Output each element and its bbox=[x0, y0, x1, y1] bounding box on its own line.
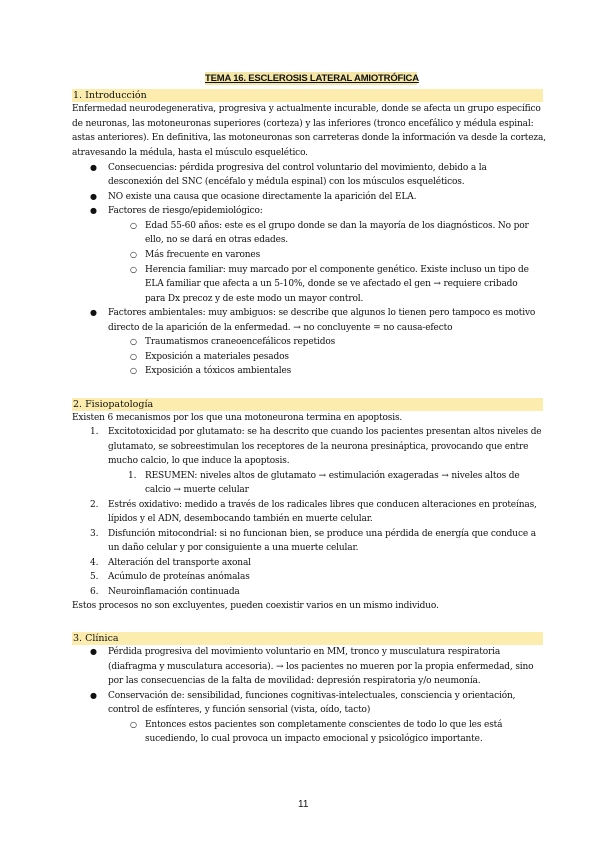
sub-list-text: calcio → muerte celular bbox=[145, 485, 249, 495]
list-item-text: Alteración del transporte axonal bbox=[108, 558, 251, 568]
list-item-text: Estrés oxidativo: medido a través de los radicales libres que conducen alteraciones en proteínas, bbox=[108, 500, 537, 510]
sub-bullet-icon: ○ bbox=[130, 221, 137, 230]
sub-bullet-text: ello, no se dará en otras edades. bbox=[145, 235, 288, 245]
sub-bullet-text: para Dx precoz y de este modo un mayor control. bbox=[145, 294, 364, 304]
bullet-text: Consecuencias: pérdida progresiva del control voluntario del movimiento, debido a la bbox=[108, 163, 487, 173]
sub-bullet-text: sucediendo, lo cual provoca un impacto emocional y psicológico importante. bbox=[145, 734, 483, 744]
bullet-text: desconexión del SNC (encéfalo y médula espinal) con los músculos esqueléticos. bbox=[108, 177, 465, 187]
bullet-text: Factores de riesgo/epidemiológico: bbox=[108, 206, 263, 216]
section-intro: Existen 6 mecanismos por los que una motoneurona termina en apoptosis. bbox=[72, 413, 403, 423]
sub-bullet-text: Edad 55-60 años: este es el grupo donde se dan la mayoría de los diagnósticos. No por bbox=[145, 221, 529, 231]
bullet-text: Conservación de: sensibilidad, funciones cognitivas-intelectuales, consciencia y orientación, bbox=[108, 691, 516, 701]
list-number: 6. bbox=[90, 587, 99, 597]
sub-bullet-text: Traumatismos craneoencefálicos repetidos bbox=[145, 337, 336, 347]
page-number: 11 bbox=[298, 799, 309, 810]
bullet-text: Pérdida progresiva del movimiento voluntario en MM, tronco y musculatura respiratoria bbox=[108, 647, 501, 657]
bullet-text: NO existe una causa que ocasione directamente la aparición del ELA. bbox=[108, 192, 417, 202]
intro-line: astas anteriores). En definitiva, las motoneuronas son carreteras donde la información va desde la corteza, bbox=[72, 133, 546, 143]
list-number: 1. bbox=[90, 427, 99, 437]
sub-list-text: RESUMEN: niveles altos de glutamato → estimulación exageradas → niveles altos de bbox=[145, 471, 520, 481]
sub-bullet-icon: ○ bbox=[130, 352, 137, 361]
sub-bullet-text: Herencia familiar: muy marcado por el componente genético. Existe incluso un tipo de bbox=[145, 265, 529, 275]
bullet-icon: ● bbox=[90, 647, 97, 656]
sub-bullet-icon: ○ bbox=[130, 250, 137, 259]
bullet-icon: ● bbox=[90, 163, 97, 172]
list-item-text: glutamato, se sobreestimulan los receptores de la neurona presináptica, provocando que entre bbox=[108, 442, 529, 452]
list-item-text: Acúmulo de proteínas anómalas bbox=[108, 572, 250, 582]
section-heading-introduccion: 1. Introducción bbox=[72, 89, 543, 102]
bullet-text: por las consecuencias de la falta de movilidad: depresión respiratoria y/o neumonía. bbox=[108, 676, 481, 686]
sub-bullet-text: ELA familiar que afecta a un 5-10%, donde se ve afectado el gen → requiere cribado bbox=[145, 279, 518, 289]
intro-line: Enfermedad neurodegenerativa, progresiva y actualmente incurable, donde se afecta un grupo específico bbox=[72, 104, 541, 114]
section-heading-clinica: 3. Clínica bbox=[72, 632, 543, 645]
list-number: 4. bbox=[90, 558, 99, 568]
sub-bullet-text: Más frecuente en varones bbox=[145, 250, 261, 260]
bullet-text: (diafragma y musculatura accesoria). → los pacientes no mueren por la propia enfermedad, sino bbox=[108, 662, 534, 672]
list-item-text: lípidos y el ADN, desembocando también en muerte celular. bbox=[108, 514, 373, 524]
sub-bullet-text: Exposición a tóxicos ambientales bbox=[145, 366, 292, 376]
intro-line: atravesando la médula, hasta el músculo esquelético. bbox=[72, 148, 308, 158]
bullet-icon: ● bbox=[90, 308, 97, 317]
list-item-text: Disfunción mitocondrial: si no funcionan bien, se produce una pérdida de energía que conduce a bbox=[108, 529, 536, 539]
section-outro: Estos procesos no son excluyentes, pueden coexistir varios en un mismo individuo. bbox=[72, 601, 439, 611]
list-number: 2. bbox=[90, 500, 99, 510]
bullet-text: Factores ambientales: muy ambiguos: se describe que algunos lo tienen pero tampoco es motivo bbox=[108, 308, 536, 318]
bullet-icon: ● bbox=[90, 691, 97, 700]
sub-bullet-icon: ○ bbox=[130, 720, 137, 729]
list-item-text: Neuroinflamación continuada bbox=[108, 587, 240, 597]
bullet-icon: ● bbox=[90, 206, 97, 215]
sub-bullet-text: Entonces estos pacientes son completamente conscientes de todo lo que les está bbox=[145, 720, 503, 730]
page-title: TEMA 16. ESCLEROSIS LATERAL AMIOTRÓFICA bbox=[205, 73, 419, 84]
section-heading-fisiopatologia: 2. Fisiopatología bbox=[72, 398, 543, 411]
sub-list-number: 1. bbox=[128, 471, 137, 481]
sub-bullet-icon: ○ bbox=[130, 337, 137, 346]
list-number: 5. bbox=[90, 572, 99, 582]
bullet-icon: ● bbox=[90, 192, 97, 201]
list-item-text: un daño celular y por consiguiente a una muerte celular. bbox=[108, 543, 359, 553]
list-item-text: Excitotoxicidad por glutamato: se ha descrito que cuando los pacientes presentan altos niveles de bbox=[108, 427, 542, 437]
sub-bullet-icon: ○ bbox=[130, 366, 137, 375]
bullet-text: control de esfínteres, y función sensorial (vista, oído, tacto) bbox=[108, 705, 371, 715]
intro-line: de neuronas, las motoneuronas superiores (corteza) y las inferiores (tronco encefálico y médula espinal: bbox=[72, 119, 534, 129]
sub-bullet-icon: ○ bbox=[130, 265, 137, 274]
sub-bullet-text: Exposición a materiales pesados bbox=[145, 352, 289, 362]
list-number: 3. bbox=[90, 529, 99, 539]
bullet-text: directo de la aparición de la enfermedad. → no concluyente = no causa-efecto bbox=[108, 323, 453, 333]
list-item-text: mucho calcio, lo que induce la apoptosis. bbox=[108, 456, 290, 466]
